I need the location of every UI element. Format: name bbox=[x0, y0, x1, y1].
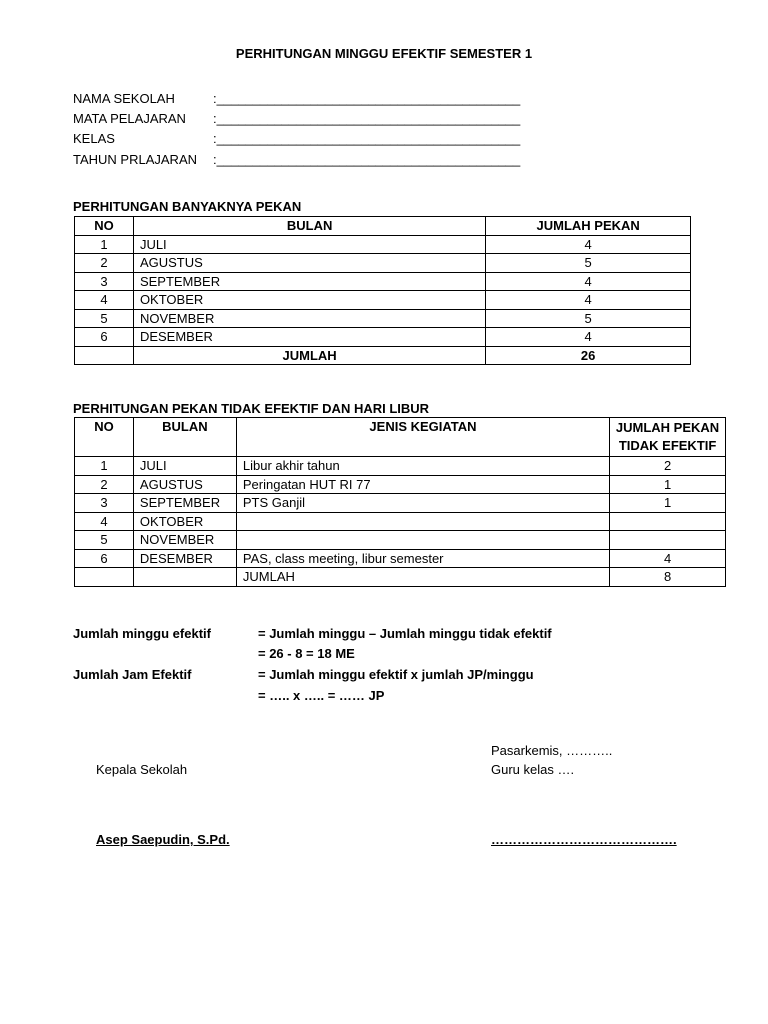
sign-right-title: Guru kelas …. bbox=[491, 762, 575, 777]
table-header-row bbox=[75, 217, 691, 236]
cell-no: 3 bbox=[75, 272, 134, 291]
cell-no: 6 bbox=[75, 328, 134, 347]
cell-no: 1 bbox=[75, 235, 134, 254]
total-value: 26 bbox=[486, 346, 691, 365]
calc-formula-line4: = ….. x ….. = …… JP bbox=[258, 688, 385, 703]
table-row bbox=[75, 457, 726, 476]
cell-no: 5 bbox=[75, 309, 134, 328]
cell-month: AGUSTUS bbox=[133, 475, 236, 494]
cell-weeks: 1 bbox=[610, 494, 726, 513]
cell-no: 4 bbox=[75, 512, 134, 531]
column-header: BULAN bbox=[133, 418, 236, 457]
table-total-row bbox=[75, 568, 726, 587]
cell-weeks: 5 bbox=[486, 254, 691, 273]
total-value: 8 bbox=[610, 568, 726, 587]
table2-heading: PERHITUNGAN PEKAN TIDAK EFEKTIF DAN HARI LIBUR bbox=[73, 401, 430, 416]
cell-no: 5 bbox=[75, 531, 134, 550]
sign-left-title: Kepala Sekolah bbox=[96, 762, 188, 777]
cell-month: SEPTEMBER bbox=[133, 494, 236, 513]
calc-formula-line1: = Jumlah minggu – Jumlah minggu tidak efektif bbox=[258, 626, 552, 641]
table1-heading: PERHITUNGAN BANYAKNYA PEKAN bbox=[73, 199, 302, 214]
cell-no: 1 bbox=[75, 457, 134, 476]
column-header bbox=[610, 418, 726, 457]
cell-no: 6 bbox=[75, 549, 134, 568]
cell-no: 3 bbox=[75, 494, 134, 513]
table-row bbox=[75, 272, 691, 291]
cell-no: 2 bbox=[75, 475, 134, 494]
info-label: NAMA SEKOLAH bbox=[73, 91, 175, 106]
column-header: JUMLAH PEKAN bbox=[486, 217, 691, 236]
weeks-table bbox=[74, 216, 691, 365]
cell-weeks: 4 bbox=[486, 235, 691, 254]
column-header-line1: JUMLAH PEKAN bbox=[615, 420, 720, 435]
cell-no: 4 bbox=[75, 291, 134, 310]
calc-formula-line2: = 26 - 8 = 18 ME bbox=[258, 646, 355, 661]
column-header: NO bbox=[75, 418, 134, 457]
table-total-row bbox=[75, 346, 691, 365]
cell-weeks: 4 bbox=[486, 328, 691, 347]
total-label: JUMLAH bbox=[133, 346, 485, 365]
table-row bbox=[75, 512, 726, 531]
cell-weeks bbox=[610, 512, 726, 531]
cell-weeks: 1 bbox=[610, 475, 726, 494]
table-row bbox=[75, 235, 691, 254]
cell-weeks: 4 bbox=[610, 549, 726, 568]
cell-activity bbox=[236, 512, 609, 531]
cell-weeks: 4 bbox=[486, 291, 691, 310]
cell-empty bbox=[133, 568, 236, 587]
cell-no: 2 bbox=[75, 254, 134, 273]
cell-empty bbox=[75, 568, 134, 587]
table-row bbox=[75, 531, 726, 550]
calc-label-effective-hours: Jumlah Jam Efektif bbox=[73, 667, 192, 682]
cell-activity: Libur akhir tahun bbox=[236, 457, 609, 476]
table-row bbox=[75, 328, 691, 347]
cell-empty bbox=[75, 346, 134, 365]
table-row bbox=[75, 549, 726, 568]
info-blank: :__________________________________________ bbox=[213, 111, 521, 126]
non-effective-table bbox=[74, 417, 726, 587]
table-row bbox=[75, 494, 726, 513]
cell-activity: Peringatan HUT RI 77 bbox=[236, 475, 609, 494]
cell-month: JULI bbox=[133, 457, 236, 476]
column-header: BULAN bbox=[133, 217, 485, 236]
info-blank: :__________________________________________ bbox=[213, 131, 521, 146]
page-title: PERHITUNGAN MINGGU EFEKTIF SEMESTER 1 bbox=[235, 46, 533, 61]
info-blank: :__________________________________________ bbox=[213, 91, 521, 106]
cell-weeks: 4 bbox=[486, 272, 691, 291]
sign-right-name: ……………………………………. bbox=[491, 832, 677, 847]
cell-month: JULI bbox=[133, 235, 485, 254]
calc-label-effective-weeks: Jumlah minggu efektif bbox=[73, 626, 211, 641]
cell-weeks: 2 bbox=[610, 457, 726, 476]
cell-activity: PAS, class meeting, libur semester bbox=[236, 549, 609, 568]
cell-month: DESEMBER bbox=[133, 549, 236, 568]
cell-month: NOVEMBER bbox=[133, 309, 485, 328]
sign-left-name: Asep Saepudin, S.Pd. bbox=[96, 832, 230, 847]
cell-weeks bbox=[610, 531, 726, 550]
calc-formula-line3: = Jumlah minggu efektif x jumlah JP/minggu bbox=[258, 667, 534, 682]
table-row bbox=[75, 254, 691, 273]
info-label: KELAS bbox=[73, 131, 115, 146]
cell-activity: PTS Ganjil bbox=[236, 494, 609, 513]
column-header-line2: TIDAK EFEKTIF bbox=[618, 438, 717, 453]
cell-month: DESEMBER bbox=[133, 328, 485, 347]
cell-month: AGUSTUS bbox=[133, 254, 485, 273]
cell-month: NOVEMBER bbox=[133, 531, 236, 550]
cell-month: OKTOBER bbox=[133, 291, 485, 310]
column-header: JENIS KEGIATAN bbox=[236, 418, 609, 457]
table-header-row bbox=[75, 418, 726, 457]
total-label: JUMLAH bbox=[236, 568, 609, 587]
info-label: TAHUN PRLAJARAN bbox=[73, 152, 198, 167]
table-row bbox=[75, 309, 691, 328]
table-row bbox=[75, 475, 726, 494]
column-header: NO bbox=[75, 217, 134, 236]
info-label: MATA PELAJARAN bbox=[73, 111, 186, 126]
cell-month: OKTOBER bbox=[133, 512, 236, 531]
table-row bbox=[75, 291, 691, 310]
cell-weeks: 5 bbox=[486, 309, 691, 328]
info-blank: :__________________________________________ bbox=[213, 152, 521, 167]
sign-place-date: Pasarkemis, ……….. bbox=[491, 743, 613, 758]
cell-activity bbox=[236, 531, 609, 550]
cell-month: SEPTEMBER bbox=[133, 272, 485, 291]
